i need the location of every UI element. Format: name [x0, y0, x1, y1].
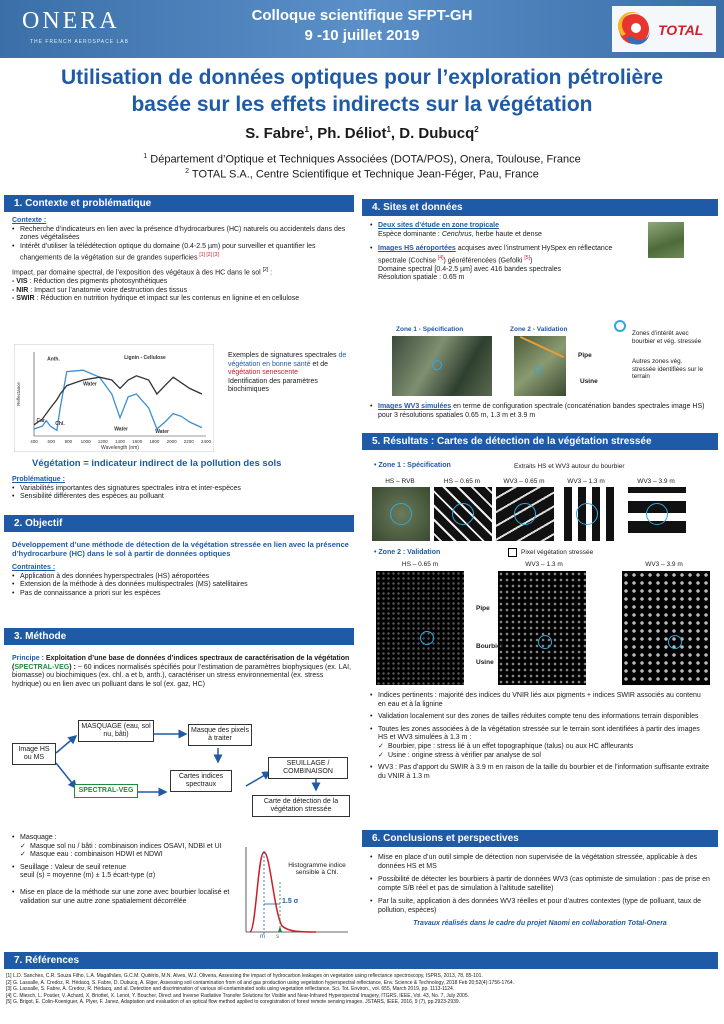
- affiliation-2: $^2$ TOTAL S.A., Centre Scientifique et Technique Jean-Féger, Pau, France: [185, 168, 539, 181]
- x-tick-label: 1200: [97, 439, 108, 444]
- reference-5: [5] G. Brigot, E. Colin-Koeniguer, A. Plyer, F. Janez, Adaptation and evaluation of an optical flow method applied to coregistration of forest remote sensing images. JSTARS, IEEE, 2016, 9 (7), pp.2923-2939.: [6, 999, 461, 1006]
- sites-text: • Deux sites d’étude en zone tropicale Espèce dominante : Cenchrus, herbe haute et dense • Images HS aéroportées acquises avec l’instrument HySpex en réflectance spectrale (Cochise [4]) géoréférencées (Gefolki [5]) Domaine spectral [0.4-2.5 µm] avec 416 bandes spectrales Résolution spatiale : 0.65 m: [370, 222, 640, 283]
- legend-zones-interet: Zones d’intérêt avec bourbier et vég. stressée: [632, 330, 702, 345]
- section-2-header: 2. Objectif: [4, 515, 354, 532]
- x-tick-label: 2000: [166, 439, 177, 444]
- flow-masquage: MASQUAGE (eau, sol nu, bâti): [78, 720, 154, 742]
- histogram-sigma: 1.5 σ: [282, 898, 299, 905]
- z2-bourbier-label: Bourbier: [476, 643, 504, 650]
- spectral-chart-svg: [14, 344, 214, 452]
- zone-1-image: [392, 336, 492, 396]
- x-axis-label: Wavelength (nm): [101, 445, 139, 451]
- spectral-chart: [14, 344, 214, 452]
- author-1: S. Fabre: [245, 125, 305, 142]
- z1-wv3-065-image: [496, 487, 554, 541]
- flow-spectral-veg: SPECTRAL-VEG: [74, 784, 138, 798]
- authors: S. Fabre$^1$, Ph. Déliot$^1$, D. Dubucq$^2$: [245, 125, 479, 142]
- x-tick-label: 2200: [183, 439, 194, 444]
- z1-hs-065-image: [434, 487, 492, 541]
- flow-seuillage: SEUILLAGE / COMBINAISON: [268, 757, 348, 779]
- flow-masque-pixels: Masque des pixels à traiter: [188, 724, 252, 746]
- chart-annotation: Water: [114, 426, 128, 433]
- x-tick-label: 800: [64, 439, 73, 444]
- histogram-s: s: [276, 934, 279, 940]
- x-tick-label: 1000: [80, 439, 91, 444]
- flow-cartes-indices: Cartes indices spectraux: [170, 770, 232, 792]
- event-dates: 9 -10 juillet 2019: [304, 27, 420, 44]
- zone-1-label: Zone 1 - Spécification: [396, 326, 464, 333]
- work-note: Travaux réalisés dans le cadre du projet Naomi en collaboration Total-Onera: [413, 919, 667, 927]
- z1-wv3-39-image: [628, 487, 686, 541]
- method-details: • Masquage : ✓ Masque sol nu / bâti : combinaison indices OSAVI, NDBI et UI ✓ Masque eau : combinaison HDWI et NDWI • Seuillage : Valeur de seuil retenue seuil (s) = moyenne (m) ± 1.5 écart-type (σ) • Mise en place de la méthode sur une zone avec bourbier localisé et validation sur une autre zone spatialement décorrélée: [12, 834, 237, 906]
- z2-pipe-label: Pipe: [476, 605, 490, 612]
- histogram-caption: Histogramme indice sensible à Chl.: [288, 862, 346, 876]
- flow-image-input: Image HS ou MS: [12, 743, 56, 765]
- chart-annotation: Water: [155, 429, 169, 436]
- references-list: [6, 973, 718, 1006]
- x-tick-label: 400: [30, 439, 38, 444]
- section-6-header: 6. Conclusions et perspectives: [362, 830, 718, 847]
- zone-2-image: [514, 336, 566, 396]
- flow-carte-detection: Carte de détection de la végétation stressée: [252, 795, 350, 817]
- z2-wv3-13-image: [498, 571, 586, 685]
- z1-wv3-13-image: [558, 487, 616, 541]
- method-principle: Principe : Exploitation d’une base de données d’indices spectraux de caractérisation de la végétation (SPECTRAL-VEG) : ~ 60 indices normalisés spécifiés pour l’estimation de paramètres biophysiques (ex. LAI, biomasse) ou biochimiques (ex. chl. a et b, anth.), caractériser un stress environnemental (ex. stress hydrique) ou en lien avec un polluant dans le sol (ex. gaz, HC): [12, 655, 352, 688]
- chart-annotation: Chl.: [55, 420, 65, 427]
- section-2-body: Développement d’une méthode de détection de la végétation stressée en lien avec la présence d’hydrocarbure (HC) dans le sol à partir de données optiques Contraintes : • Application à des données hyperspectrales (HS) aéroportées • Extension de la méthode à des données multispectrales (MS) satellitaires • Pas de connaissance a priori sur les espèces: [12, 540, 352, 598]
- title-line-1: Utilisation de données optiques pour l’exploration pétrolière: [60, 66, 664, 89]
- y-axis-label: Reflectance: [16, 382, 21, 406]
- chart-annotation: Lignin - Cellulose: [124, 355, 166, 361]
- total-wordmark: TOTAL: [658, 22, 704, 38]
- legend-autres-zones: Autres zones vég. stressée identifiées sur le terrain: [632, 358, 704, 380]
- zone-2-result-label: • Zone 2 : Validation: [374, 549, 441, 556]
- x-tick-label: 600: [47, 439, 55, 444]
- onera-tagline: THE FRENCH AEROSPACE LAB: [30, 39, 129, 45]
- reference-2: [2] G. Lassalle, A. Credoz, R. Hédacq, S. Fabre, D. Dubucq, A. Elger, Assessing soil contamination from oil and gas production using vegetation hyperspectral reflectance, Env. Science & Technology, 2018 Feb 20;52(4):1756-1764.: [6, 979, 515, 986]
- poster-title: [20, 64, 704, 118]
- affiliation-1: $^1$ Département d’Optique et Techniques Associées (DOTA/POS), Onera, Toulouse, France: [143, 153, 581, 166]
- vegetation-indicator: Végétation = indicateur indirect de la pollution des sols: [32, 458, 282, 469]
- chart-annotation: Anth.: [47, 356, 60, 363]
- onera-logo: ONERA: [22, 8, 120, 34]
- histogram-m: m: [260, 934, 265, 940]
- chart-caption: Exemples de signatures spectrales de végétation en bonne santé et de végétation senescente Identification des paramètres biochimiques: [228, 352, 347, 394]
- z2-wv3-39-image: [622, 571, 710, 685]
- zone-1-caption: Extraits HS et WV3 autour du bourbier: [514, 463, 625, 470]
- pixel-legend-swatch: [508, 548, 517, 557]
- context-bullet-2: • Intérêt d’utiliser la télédétection optique du domaine (0.4-2.5 µm) pour surveiller et quantifier les changements de la végétation sur de grandes superficies [1] [2] [3]: [12, 243, 352, 264]
- chart-annotation: Car.: [36, 418, 46, 424]
- reference-3: [3] G. Lassalle, S. Fabre, A. Credoz, R. Hédacq, and al. Detection and discrimination of various oil-contaminated soils using vegetation reflectance. Sci. Tot. Environ., vol. 655, March 2019, pp. 1113-1124.: [6, 986, 455, 993]
- results-text: • Indices pertinents : majorité des indices du VNIR liés aux pigments + indices SWIR associés au contenu en eau et à la lignine • Validation localement sur des zones de tailles réduites compte tenu des informations terrain disponibles • Toutes les zones associées à de la végétation stressée sur le terrain sont identifiées à partir des images HS et WV3 simulées à 1.3 m : ✓ Bourbier, pipe : stress lié à un effet topographique (talus) ou aux HC affleurants ✓ Usine : origine stress à vérifier par analyse de sol • WV3 : Pas d’apport du SWIR à 3.9 m en raison de la taille du bourbier et de l’information suffisante extraite du VNIR à 1.3 m: [370, 692, 710, 781]
- reference-1: [1] L.D. Sanches, C.R. Souza Filho, L.A. Magalhães, G.C.M. Quitério, M.N. Alves, W.J. Oliveira, Assessing the impact of hydrocarbon leakages on vegetation using reflectance spectroscopy, ISPRS, 2013, 78, 85-101.: [6, 973, 483, 979]
- histogram-svg: [236, 842, 354, 942]
- zone-2-label: Zone 2 - Validation: [510, 326, 568, 333]
- z2-usine-label: Usine: [476, 659, 494, 666]
- x-tick-label: 1600: [132, 439, 143, 444]
- x-tick-label: 1400: [114, 439, 126, 444]
- section-4-header: 4. Sites et données: [362, 199, 718, 216]
- section-7-header: 7. Références: [4, 952, 718, 969]
- section-1-header: 1. Contexte et problématique: [4, 195, 354, 212]
- section-3-header: 3. Méthode: [4, 628, 354, 645]
- legend-circle-icon: [614, 320, 626, 332]
- histogram-figure: [236, 842, 354, 942]
- section-1-context: Contexte : • Recherche d’indicateurs en lien avec la présence d’hydrocarbures (HC) naturels ou accidentels dans des zones végétalisées • Intérêt d’utiliser la télédétection optique du domaine (0.4-2.5 µm) pour surveiller et quantifier les changements de la végétation sur de grandes superficies [1] [2] [3] Impact, par domaine spectral, de l’exposition des végétaux à des HC dans le sol [2] : - VIS : Réduction des pigments photosynthétiques - NIR : Impact sur l’anatomie voire destruction des tissus - SWIR : Réduction en nutrition hydrique et impact sur les contenus en lignine et en cellulose: [12, 217, 352, 304]
- pipe-label: Pipe: [578, 352, 592, 359]
- problematique: Problématique : • Variabilités importantes des signatures spectrales intra et inter-espèces • Sensibilité différentes des espèces au polluant: [12, 476, 352, 502]
- reference-4: [4] C. Miesch, L. Poutier, V. Achard, X. Briottet, X. Lenot, Y. Boucher, Direct and Inverse Radiative Transfer Solutions for Visible and Near-Infrared Hyperspectral Imagery, ITGRS, IEEE, Vol. 43, No. 7, July 2005.: [6, 992, 470, 999]
- chart-annotation: Water: [83, 381, 97, 388]
- zone-1-result-label: • Zone 1 : Spécification: [374, 462, 451, 469]
- z2-hs-065-image: [376, 571, 464, 685]
- x-tick-label: 1800: [149, 439, 160, 444]
- conclusions-text: • Mise en place d’un outil simple de détection non supervisée de la végétation stressée, applicable à des données HS et MS • Possibilité de détecter les bourbiers à partir de données WV3 (cas optimiste de simulation : pas de prise en compte S/B réel et pas de simulation à l’altitude satellite) • Par la suite, application à des données WV3 réelles et pour d’autres contextes (type de polluant, taux de pollution, espèces) Travaux réalisés dans le cadre du projet Naomi en collaboration Total-Onera: [370, 854, 710, 928]
- title-line-2: basée sur les effets indirects sur la végétation: [131, 93, 593, 116]
- section-5-header: 5. Résultats : Cartes de détection de la végétation stressée: [362, 433, 718, 450]
- wv3-text: • Images WV3 simulées en terme de configuration spectrale (concaténation bandes spectrales image HS) pour 3 résolutions spatiales 0.65 m, 1.3 m et 3.9 m: [370, 403, 710, 420]
- usine-label: Usine: [580, 378, 598, 385]
- event-name: Colloque scientifique SFPT-GH: [251, 7, 473, 24]
- author-2: Ph. Déliot: [317, 125, 387, 142]
- context-bullet-1: • Recherche d’indicateurs en lien avec la présence d’hydrocarbures (HC) naturels ou accidentels dans des zones végétalisées: [12, 226, 352, 243]
- grass-photo: [648, 222, 684, 258]
- author-3: D. Dubucq: [399, 125, 475, 142]
- x-tick-label: 2400: [200, 439, 212, 444]
- z1-hs-rgb-image: [372, 487, 430, 541]
- pixel-legend-label: Pixel végétation stressée: [521, 549, 594, 556]
